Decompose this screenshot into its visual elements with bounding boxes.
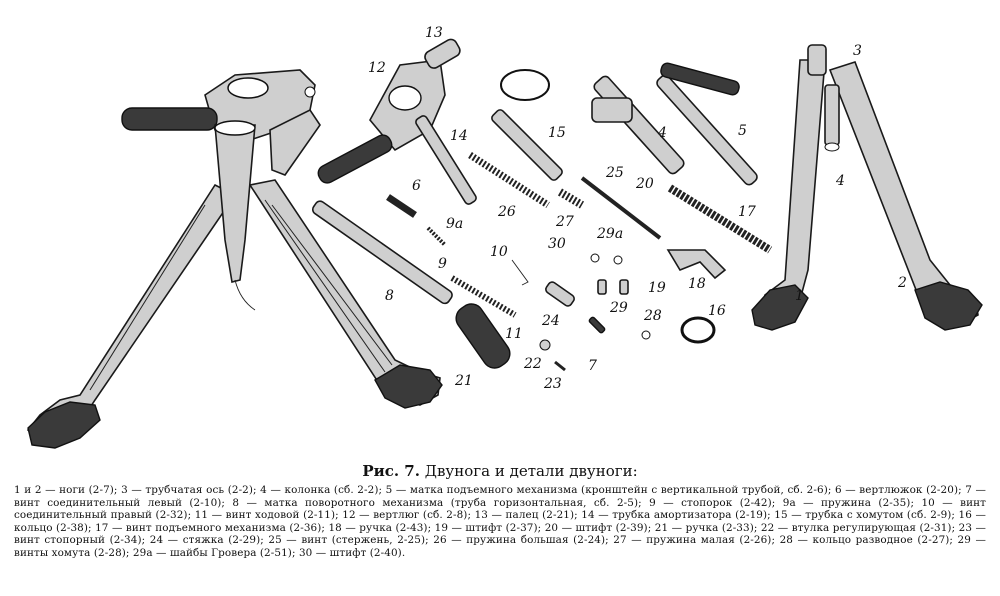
label-5: 5 [738,123,747,139]
figure-caption-title [0,462,1000,480]
label-25: 25 [606,165,624,181]
label-4b: 4 [836,173,845,189]
label-29: 29 [610,300,628,316]
label-4a: 4 [658,125,667,141]
label-18: 18 [688,276,706,292]
label-1: 1 [795,288,804,304]
label-3: 3 [853,43,862,59]
label-26: 26 [498,204,516,220]
label-12: 12 [368,60,386,76]
label-21: 21 [455,373,473,389]
label-22: 22 [524,356,542,372]
label-13: 13 [425,25,443,41]
detail-parts [311,37,770,372]
label-2: 2 [898,275,907,291]
label-28: 28 [644,308,662,324]
label-17: 17 [738,204,756,220]
label-20: 20 [636,176,654,192]
label-10: 10 [490,244,508,260]
label-9a: 9а [446,216,464,232]
part-number-labels [368,25,907,392]
label-8: 8 [385,288,394,304]
label-29a: 29а [597,226,624,242]
figure-title: Двунога и детали двуноги: [424,462,638,480]
label-27: 27 [556,214,574,230]
label-24: 24 [542,313,560,329]
label-9: 9 [438,256,447,272]
figure-legend: 1 и 2 — ноги (2-7); 3 — трубчатая ось (2-2); 4 — колонка (сб. 2-2); 5 — матка подъемного механизма (кронштейн с вертикальной трубой, сб. 2-6); 6 — вертлюжок (2-20); 7 — винт соединительный левый (2-10); 8 — матка поворотного механизма (труба горизонтальная, сб. 2-5); 9 — стопорок (2-42); 9а — пружина (2-35); 10 — винт соединительный правый (2-32); 11 — винт ходовой (2-11); 12 — вертлюг (сб. 2-8); 13 — палец (2-21); 14 — трубка амортизатора (2-19); 15 — трубка с хомутом (сб. 2-9); 16 — кольцо (2-38); 17 — винт подъемного механизма (2-36); 18 — ручка (2-43); 19 — штифт (2-37); 20 — штифт (2-39); 21 — ручка (2-33); 22 — втулка регулирующая (2-31); 23 — винт стопорный (2-34); 24 — стяжка (2-29); 25 — винт (стержень, 2-25); 26 — пружина большая (2-24); 27 — пружина малая (2-26); 28 — кольцо разводное (2-27); 29 — винты хомута (2-28); 29а — шайбы Гровера (2-51); 30 — штифт (2-40). [14,484,986,559]
figure-number: Рис. 7. [362,462,420,480]
label-19: 19 [648,280,666,296]
label-16: 16 [708,303,726,319]
label-23: 23 [544,376,562,392]
label-14: 14 [450,128,468,144]
label-7: 7 [588,358,597,374]
separate-legs [752,45,982,330]
label-11: 11 [505,326,523,342]
label-6: 6 [412,178,421,194]
label-30: 30 [548,236,566,252]
label-15: 15 [548,125,566,141]
